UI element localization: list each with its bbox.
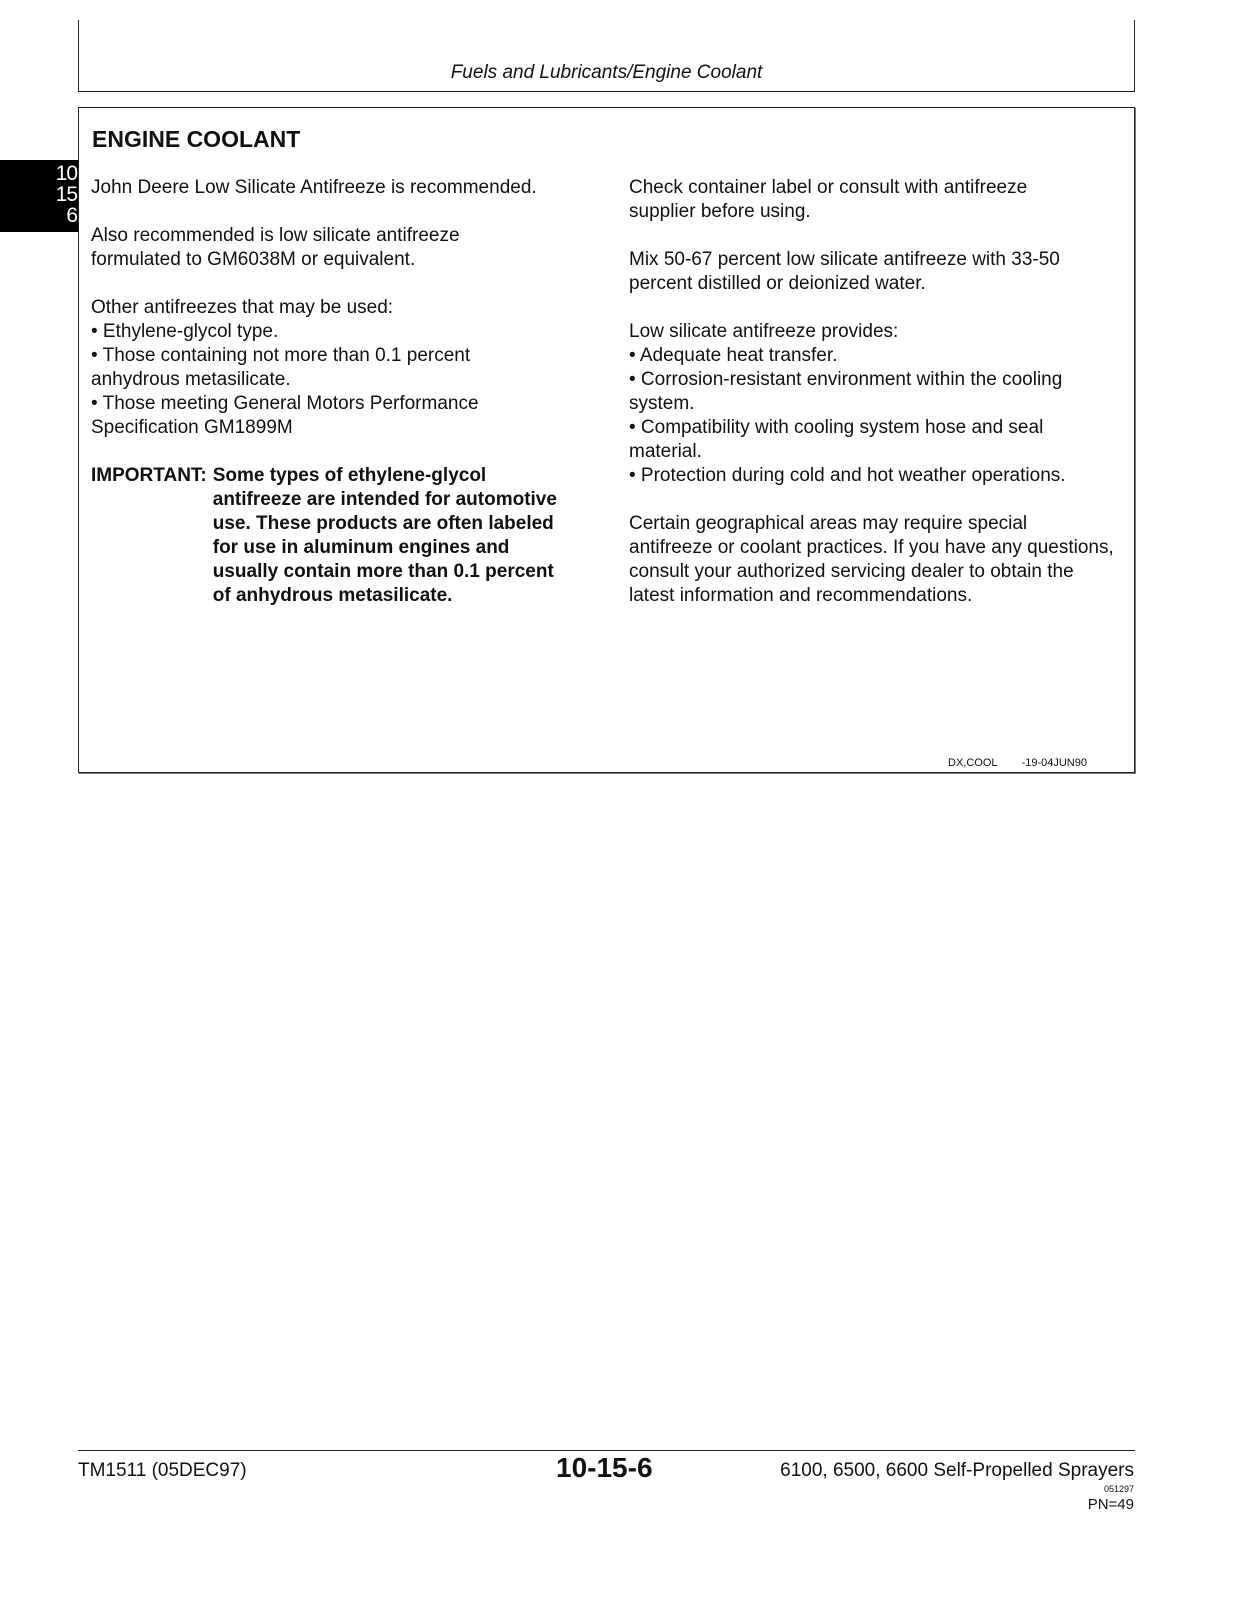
section-tab-line: 15	[55, 183, 77, 206]
manual-id: TM1511 (05DEC97)	[78, 1460, 247, 1481]
list-item: • Corrosion-resistant environment within the cooling system.	[629, 369, 1063, 414]
list-item: • Those meeting General Motors Performance Specification GM1899M	[91, 393, 479, 438]
paragraph-line: formulated to GM6038M or equivalent.	[91, 249, 416, 270]
list-item: • Those containing not more than 0.1 percent anhydrous metasilicate.	[91, 345, 471, 390]
section-tab-line: 10	[55, 162, 77, 185]
important-text: Some types of ethylene-glycol antifreeze are intended for automotive use. These products are often labeled for use in aluminum engines and usually contain more than 0.1 percent of anhydrous metasilicate.	[212, 465, 557, 606]
box-code: DX,COOL -19-04JUN90	[948, 757, 1087, 769]
paragraph: Certain geographical areas may require special antifreeze or coolant practices. If you have any questions, consult your authorized servicing dealer to obtain the latest information and recommendations.	[629, 513, 1114, 606]
footer-code: 051297	[1103, 1484, 1134, 1494]
paragraph: Check container label or consult with antifreeze supplier before using.	[629, 177, 1028, 222]
paragraph: John Deere Low Silicate Antifreeze is recommended.	[91, 177, 537, 198]
paragraph	[91, 224, 601, 272]
list-item: • Protection during cold and hot weather operations.	[629, 465, 1066, 486]
footer-rule	[78, 1450, 1135, 1451]
header-rule-bottom	[78, 91, 1135, 92]
list-intro: Low silicate antifreeze provides:	[629, 321, 899, 342]
section-tab-line: 6	[66, 204, 77, 227]
pn-number: PN=49	[1087, 1496, 1134, 1513]
list-item: • Ethylene-glycol type.	[91, 321, 279, 342]
section-tab	[0, 160, 78, 232]
list-block	[629, 320, 1129, 488]
list-block	[91, 296, 601, 440]
list-intro: Other antifreezes that may be used:	[91, 297, 394, 318]
paragraph: Mix 50-67 percent low silicate antifreeze with 33-50 percent distilled or deionized water.	[629, 249, 1060, 294]
list-item: • Adequate heat transfer.	[629, 345, 838, 366]
paragraph-line: Also recommended is low silicate antifreeze	[91, 225, 460, 246]
list-item: • Compatibility with cooling system hose and seal material.	[629, 417, 1044, 462]
running-head: Fuels and Lubricants/Engine Coolant	[450, 62, 763, 83]
important-note	[91, 464, 601, 608]
product-name: 6100, 6500, 6600 Self-Propelled Sprayers	[780, 1460, 1134, 1481]
important-label: IMPORTANT:	[91, 465, 207, 486]
left-column	[91, 176, 601, 608]
page-number: 10-15-6	[556, 1452, 653, 1483]
right-column	[629, 176, 1129, 632]
section-title: ENGINE COOLANT	[92, 126, 301, 152]
